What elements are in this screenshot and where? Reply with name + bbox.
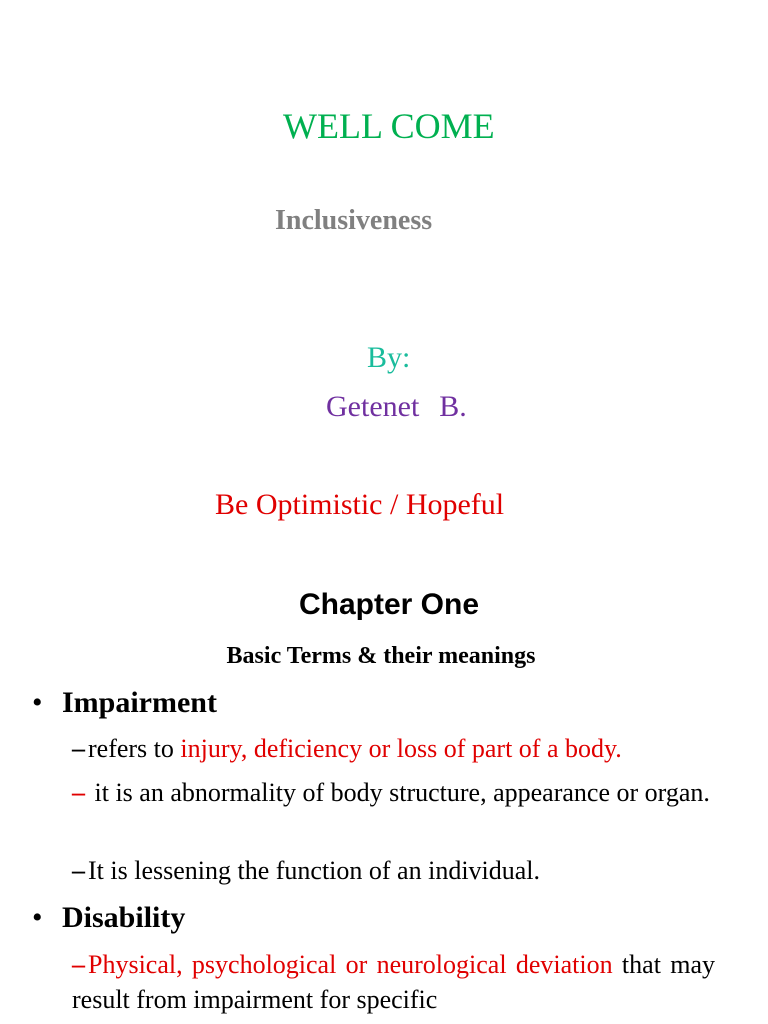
bullet-icon: • bbox=[32, 686, 43, 719]
course-subject: Inclusiveness bbox=[275, 205, 433, 236]
motto: Be Optimistic / Hopeful bbox=[215, 488, 505, 521]
impairment-point-2 bbox=[72, 775, 715, 810]
impairment-point-3 bbox=[72, 853, 715, 888]
chapter-subtitle: Basic Terms & their meanings bbox=[226, 643, 536, 669]
point-text: that may result from impairment for specific bbox=[72, 950, 715, 1014]
term-impairment bbox=[32, 684, 217, 722]
disability-point-1 bbox=[72, 947, 715, 1017]
dash-icon: – bbox=[72, 778, 85, 807]
term-disability bbox=[32, 899, 185, 937]
dash-icon: – bbox=[72, 734, 85, 763]
point-text: it is an abnormality of body structure, appearance or organ. bbox=[88, 778, 710, 807]
dash-icon: – bbox=[72, 856, 85, 885]
point-highlight: injury, deficiency or loss of part of a body. bbox=[180, 734, 622, 763]
point-text: It is lessening the function of an individual. bbox=[88, 856, 541, 885]
bullet-icon: • bbox=[32, 901, 43, 934]
by-label: By: bbox=[367, 341, 411, 374]
chapter-title: Chapter One bbox=[298, 588, 480, 621]
term-label: Disability bbox=[62, 901, 186, 934]
author-first-name: Getenet bbox=[326, 390, 420, 423]
author-initial: B. bbox=[439, 390, 467, 423]
impairment-point-1 bbox=[72, 731, 715, 766]
author-name bbox=[326, 388, 467, 426]
term-label: Impairment bbox=[62, 686, 217, 719]
dash-icon: – bbox=[72, 950, 85, 979]
point-highlight: Physical, psychological or neurological deviation bbox=[88, 950, 613, 979]
point-text: refers to bbox=[88, 734, 181, 763]
welcome-heading: WELL COME bbox=[283, 106, 495, 146]
